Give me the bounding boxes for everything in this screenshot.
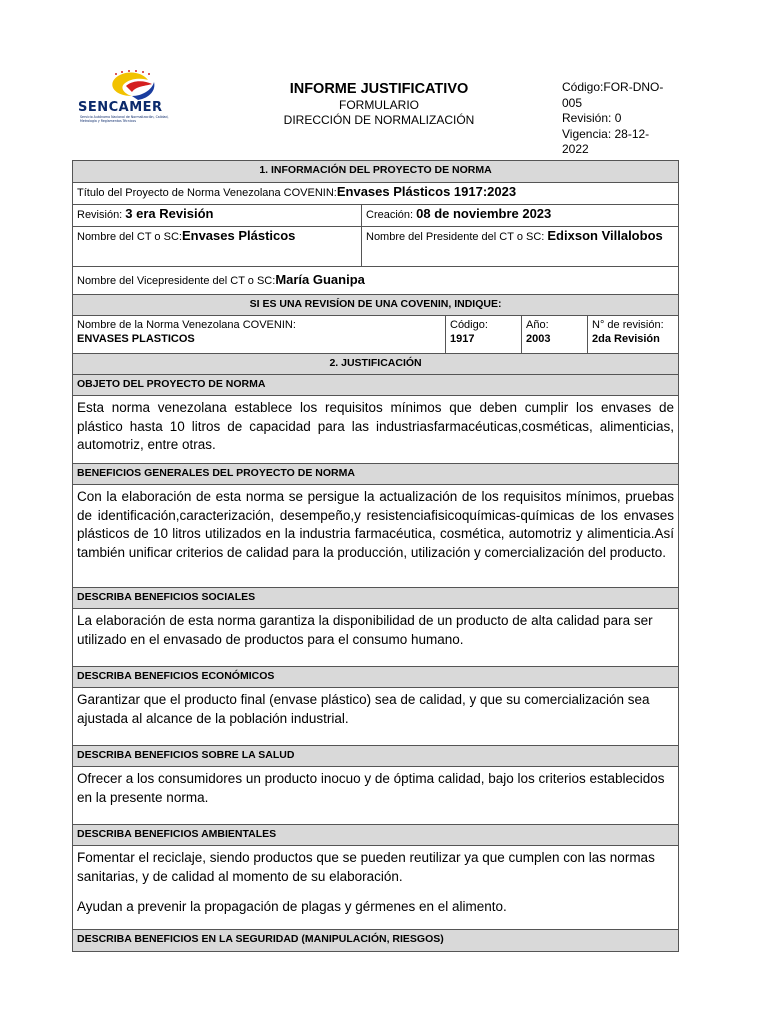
sociales-heading: DESCRIBA BENEFICIOS SOCIALES: [73, 588, 679, 609]
logo-emblem-icon: [102, 70, 162, 102]
justification-form-table: [72, 160, 679, 952]
project-title-label: Título del Proyecto de Norma Venezolana COVENIN:: [77, 187, 337, 199]
norma-year-label: Año:: [526, 319, 549, 331]
salud-text: Ofrecer a los consumidores un producto inocuo y de óptima calidad, bajo los criterios establecidos en la presente norma.: [73, 767, 679, 825]
committee-value: Envases Plásticos: [181, 228, 296, 243]
revision-value: 3 era Revisión: [125, 206, 214, 221]
generales-text: Con la elaboración de esta norma se persigue la actualización de los requisitos mínimos, pruebas de identificación,caracterización, desempeño,y resistenciafisicoquímicas-químicas de los envases plásticos de 10 litros utilizados en la industria farmacéutica, cosmética, automotriz y alimenticia.Así también unificar criterios de calidad para la producción, utilización y comercialización del producto.: [73, 485, 679, 588]
creation-value: 08 de noviembre 2023: [416, 206, 552, 221]
vicepresident-value: María Guanipa: [275, 272, 365, 287]
president-value: Edixson Villalobos: [547, 228, 663, 243]
ambientales-text: [73, 846, 679, 930]
president-label: Nombre del Presidente del CT o SC:: [366, 231, 548, 243]
section1-heading: 1. INFORMACIÓN DEL PROYECTO DE NORMA: [73, 161, 679, 183]
vicepresident-cell: [73, 267, 679, 295]
creation-cell: [362, 205, 679, 227]
document-code-block: [562, 80, 674, 158]
document-code: Código:FOR-DNO-005: [562, 80, 664, 110]
generales-heading: BENEFICIOS GENERALES DEL PROYECTO DE NORMA: [73, 464, 679, 485]
document-subtitle-direction: DIRECCIÓN DE NORMALIZACIÓN: [283, 113, 475, 127]
norma-year-cell: [522, 316, 588, 354]
revision-label: Revisión:: [77, 209, 126, 221]
economicos-text: Garantizar que el producto final (envase plástico) sea de calidad, y que su comercialización sea ajustada al alcance de la población industrial.: [73, 688, 679, 746]
norma-name-cell: [73, 316, 446, 354]
section2-heading: 2. JUSTIFICACIÓN: [73, 354, 679, 375]
committee-cell: [73, 227, 362, 267]
ambientales-paragraph-1: Fomentar el reciclaje, siendo productos que se pueden reutilizar ya que cumplen con las normas sanitarias, y de calidad al momento de su elaboración.: [77, 850, 655, 884]
norma-name-value: ENVASES PLASTICOS: [77, 333, 195, 345]
norma-code-cell: [446, 316, 522, 354]
creation-label: Creación:: [366, 209, 417, 221]
ambientales-heading: DESCRIBA BENEFICIOS AMBIENTALES: [73, 825, 679, 846]
norma-revnum-cell: [588, 316, 679, 354]
seguridad-heading: DESCRIBA BENEFICIOS EN LA SEGURIDAD (MANIPULACIÓN, RIESGOS): [73, 930, 679, 952]
logo-wordmark: SENCAMER: [78, 100, 163, 115]
objeto-heading: OBJETO DEL PROYECTO DE NORMA: [73, 375, 679, 396]
norma-revnum-value: 2da Revisión: [592, 333, 660, 345]
objeto-text: Esta norma venezolana establece los requisitos mínimos que deben cumplir los envases de plástico hasta 10 litros de capacidad para las industriasfarmacéuticas,cosméticas, alimenticias, automotriz, entre otras.: [73, 396, 679, 464]
norma-code-value: 1917: [450, 333, 475, 345]
economicos-heading: DESCRIBA BENEFICIOS ECONÓMICOS: [73, 667, 679, 688]
norma-revnum-label: N° de revisión:: [592, 319, 664, 331]
document-vigencia: Vigencia: 28-12-2022: [562, 126, 650, 156]
document-subtitle-form: FORMULARIO: [338, 98, 419, 112]
revision-block-heading: SI ES UNA REVISÍON DE UNA COVENIN, INDIQUE:: [73, 295, 679, 316]
norma-code-label: Código:: [450, 319, 488, 331]
document-title-block: [230, 80, 528, 128]
committee-label: Nombre del CT o SC:: [77, 231, 182, 243]
sociales-text: La elaboración de esta norma garantiza la disponibilidad de un producto de alta calidad para ser utilizado en el envasado de productos para el consumo humano.: [73, 609, 679, 667]
norma-year-value: 2003: [526, 333, 551, 345]
norma-name-label: Nombre de la Norma Venezolana COVENIN:: [77, 319, 296, 331]
document-revision: Revisión: 0: [562, 111, 622, 125]
logo-subtext: Servicio Autónomo Nacional de Normalización, Calidad, Metrología y Reglamentos Técnicos: [80, 115, 169, 123]
ambientales-paragraph-2: Ayudan a prevenir la propagación de plagas y gérmenes en el alimento.: [77, 899, 507, 914]
vicepresident-label: Nombre del Vicepresidente del CT o SC:: [77, 275, 276, 287]
salud-heading: DESCRIBA BENEFICIOS SOBRE LA SALUD: [73, 746, 679, 767]
revision-cell: [73, 205, 362, 227]
project-title-value: Envases Plásticos 1917:2023: [336, 184, 517, 199]
document-title: INFORME JUSTIFICATIVO: [289, 81, 469, 97]
project-title-cell: [73, 183, 679, 205]
document-header: [0, 0, 768, 160]
sencamer-logo: [78, 70, 188, 126]
president-cell: [362, 227, 679, 267]
